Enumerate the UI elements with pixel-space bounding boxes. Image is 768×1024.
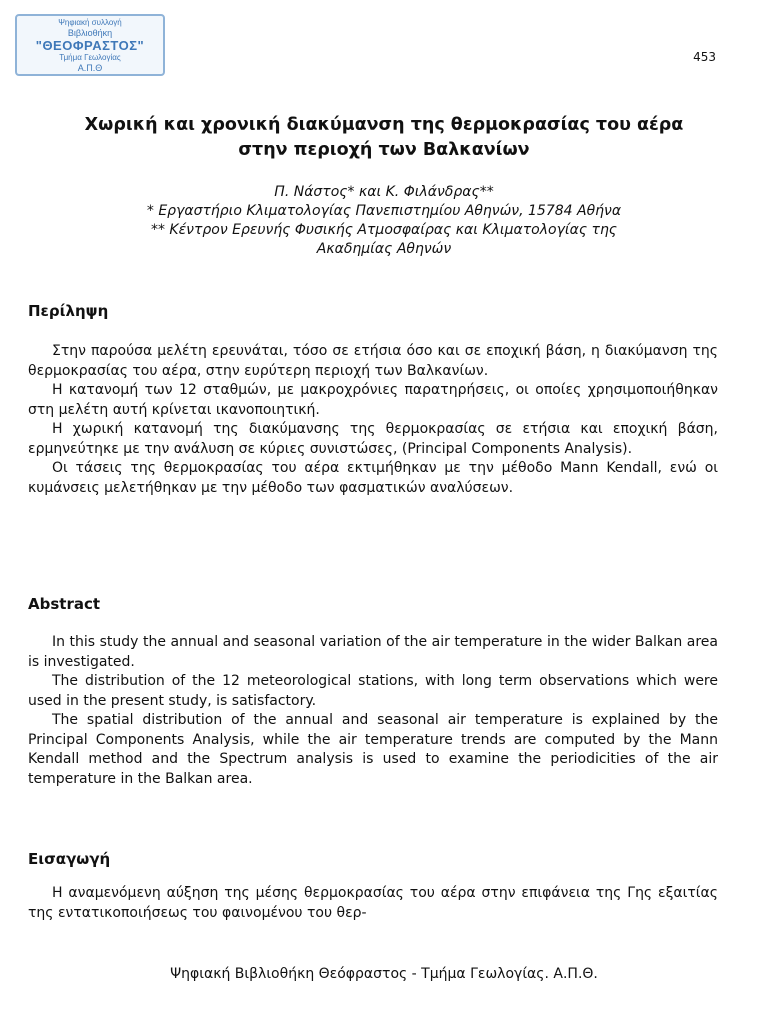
introduction-section bbox=[28, 850, 718, 923]
introduction-paragraph: Η αναμενόμενη αύξηση της μέσης θερμοκρασίας του αέρα στην επιφάνεια της Γης εξαιτίας της εντατικοποιήσεως του φαινομένου του θερ- bbox=[28, 885, 718, 921]
abstract-paragraph: In this study the annual and seasonal variation of the air temperature in the wider Balkan area is investigated. bbox=[28, 634, 718, 670]
affiliation-1: * Εργαστήριο Κλιματολογίας Πανεπιστημίου Αθηνών, 15784 Αθήνα bbox=[146, 203, 622, 219]
title-line-1: Χωρική και χρονική διακύμανση της θερμοκρασίας του αέρα bbox=[84, 115, 684, 135]
affiliation-2: ** Κέντρον Ερευνής Φυσικής Ατμοσφαίρας και Κλιματολογίας της bbox=[150, 222, 618, 238]
affiliation-3: Ακαδημίας Αθηνών bbox=[316, 241, 452, 257]
summary-greek-paragraph: Οι τάσεις της θερμοκρασίας του αέρα εκτιμήθηκαν με την μέθοδο Mann Kendall, ενώ οι κυμάνσεις μελετήθηκαν με την μέθοδο των φασματικών αναλύσεων. bbox=[28, 460, 718, 496]
summary-greek-paragraph: Η χωρική κατανομή της διακύμανσης της θερμοκρασίας σε ετήσια και εποχική βάση, ερμηνεύτηκε με την ανάλυση σε κύριες συνιστώσες, (Principal Components Analysis). bbox=[28, 421, 718, 457]
stamp-line-1: Ψηφιακή συλλογή bbox=[58, 18, 122, 27]
title-line-2: στην περιοχή των Βαλκανίων bbox=[238, 140, 530, 160]
abstract-section bbox=[28, 595, 718, 789]
introduction-heading: Εισαγωγή bbox=[28, 850, 111, 868]
summary-greek-paragraph: Στην παρούσα μελέτη ερευνάται, τόσο σε ετήσια όσο και σε εποχική βάση, η διακύμανση της θερμοκρασίας του αέρα, στην ευρύτερη περιοχή των Βαλκανίων. bbox=[28, 343, 718, 379]
paper-title bbox=[20, 113, 748, 163]
summary-greek-section bbox=[28, 302, 718, 498]
stamp-line-5: Α.Π.Θ bbox=[77, 63, 103, 73]
stamp-line-3: "ΘΕΟΦΡΑΣΤΟΣ" bbox=[35, 38, 145, 53]
library-stamp bbox=[15, 14, 165, 76]
summary-greek-paragraph: Η κατανομή των 12 σταθμών, με μακροχρόνιες παρατηρήσεις, οι οποίες χρησιμοποιήθηκαν στη μελέτη αυτή κρίνεται ικανοποιητική. bbox=[28, 382, 718, 418]
author-block bbox=[20, 183, 748, 259]
page-number: 453 bbox=[693, 50, 716, 64]
abstract-paragraph: The distribution of the 12 meteorological stations, with long term observations which were used in the present study, is satisfactory. bbox=[28, 673, 718, 709]
page-footer: Ψηφιακή Βιβλιοθήκη Θεόφραστος - Τμήμα Γεωλογίας. Α.Π.Θ. bbox=[170, 966, 598, 982]
abstract-paragraph: The spatial distribution of the annual and seasonal air temperature is explained by the Principal Components Analysis, while the air temperature trends are computed by the Mann Kendall method and the Spectrum analysis is used to examine the periodicities of the air temperature in the Balkan area. bbox=[28, 712, 718, 787]
stamp-line-4: Τμήμα Γεωλογίας bbox=[59, 53, 121, 62]
stamp-line-2: Βιβλιοθήκη bbox=[67, 28, 113, 38]
summary-greek-heading: Περίληψη bbox=[28, 302, 109, 320]
abstract-heading: Abstract bbox=[28, 595, 101, 613]
author-names: Π. Νάστος* και Κ. Φιλάνδρας** bbox=[274, 184, 494, 200]
